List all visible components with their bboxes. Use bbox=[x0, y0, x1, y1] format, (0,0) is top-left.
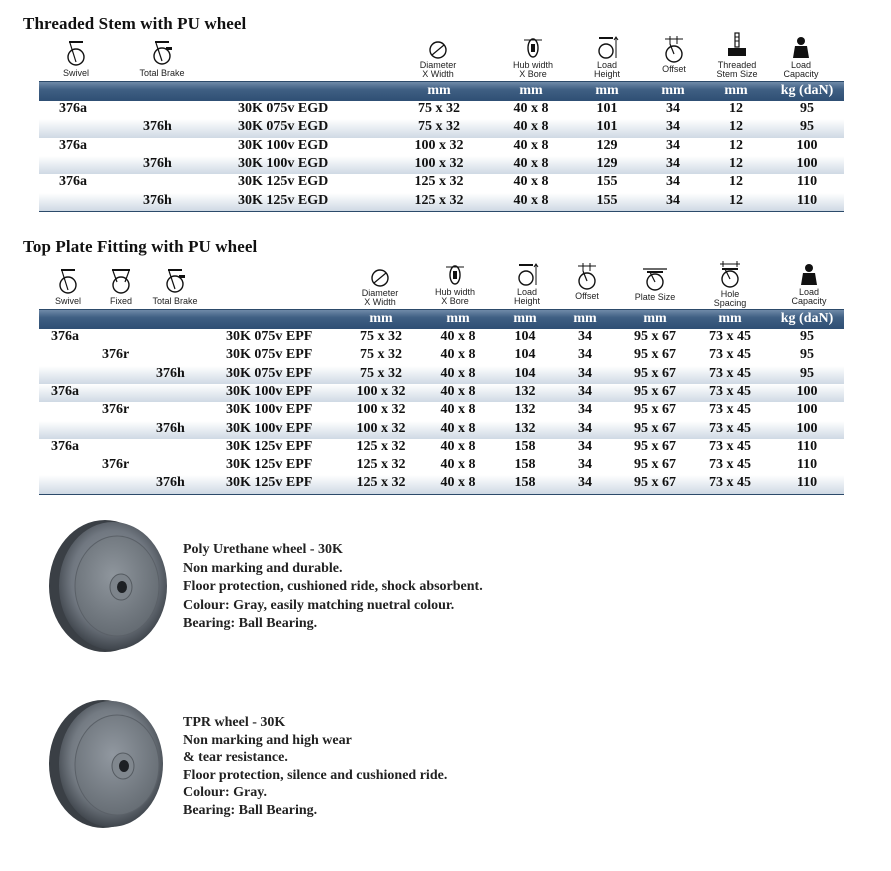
cell-brake-code: 376h bbox=[156, 365, 185, 381]
cell-capacity: 100 bbox=[796, 383, 818, 399]
cell-brake-code: 376h bbox=[156, 420, 185, 436]
cell-capacity: 95 bbox=[800, 101, 814, 116]
hub-width-label: Hub width bbox=[434, 287, 476, 297]
cell-capacity: 110 bbox=[796, 192, 818, 208]
cell-offset: 34 bbox=[578, 457, 592, 473]
cell-model: 30K 100v EPF bbox=[226, 402, 313, 418]
cell-capacity: 110 bbox=[796, 457, 818, 473]
cell-hole-spacing: 73 x 45 bbox=[709, 383, 751, 399]
swivel-label: Swivel bbox=[62, 68, 89, 78]
table-row bbox=[39, 138, 844, 156]
unit-diameter: mm bbox=[369, 311, 393, 326]
cell-model: 30K 075v EGD bbox=[238, 101, 329, 116]
cell-plate-size: 95 x 67 bbox=[634, 457, 676, 473]
threaded-label: Threaded bbox=[717, 60, 757, 70]
swivel-label: Swivel bbox=[54, 296, 81, 306]
cell-capacity: 95 bbox=[800, 365, 814, 381]
cell-offset: 34 bbox=[666, 192, 680, 208]
hub-width-label: Hub width bbox=[512, 60, 554, 70]
unit-load-height: mm bbox=[513, 311, 537, 326]
table-row bbox=[39, 384, 844, 402]
tpr-line-title: TPR wheel - 30K bbox=[183, 715, 286, 730]
swivel-icon-col bbox=[58, 40, 94, 78]
cell-offset: 34 bbox=[578, 420, 592, 436]
cell-model: 30K 075v EPF bbox=[226, 329, 313, 344]
offset-icon bbox=[575, 263, 599, 291]
total-brake-label: Total Brake bbox=[139, 68, 185, 78]
cell-fixed-code: 376r bbox=[102, 402, 130, 418]
table-row bbox=[39, 101, 844, 119]
stem-size-label: Stem Size bbox=[716, 69, 758, 79]
weight-icon bbox=[790, 36, 812, 60]
cell-model: 30K 100v EGD bbox=[238, 155, 329, 171]
cell-hole-spacing: 73 x 45 bbox=[709, 365, 751, 381]
cell-capacity: 95 bbox=[800, 347, 814, 363]
table-row bbox=[39, 347, 844, 365]
cell-hub-bore: 40 x 8 bbox=[440, 347, 476, 363]
x-bore-label: X Bore bbox=[441, 296, 469, 306]
table-row bbox=[39, 193, 844, 211]
cell-stem-size: 12 bbox=[729, 137, 743, 153]
cell-offset: 34 bbox=[666, 137, 680, 153]
plate-size-icon bbox=[641, 266, 669, 292]
cell-hub-bore: 40 x 8 bbox=[513, 192, 549, 208]
cell-stem-size: 12 bbox=[729, 192, 743, 208]
cell-hub-bore: 40 x 8 bbox=[440, 402, 476, 418]
offset-label: Offset bbox=[575, 291, 599, 301]
section1-title: Threaded Stem with PU wheel bbox=[23, 14, 247, 33]
cell-hub-bore: 40 x 8 bbox=[440, 420, 476, 436]
capacity-label: Capacity bbox=[783, 69, 819, 79]
total-brake-icon-col bbox=[137, 40, 187, 78]
capacity-label: Capacity bbox=[791, 296, 827, 306]
threaded-stem-icon-col bbox=[713, 32, 761, 79]
cell-load-height: 158 bbox=[514, 475, 536, 491]
cell-diameter-width: 75 x 32 bbox=[360, 347, 402, 363]
cell-hub-bore: 40 x 8 bbox=[513, 119, 549, 135]
tpr-line: Colour: Gray. bbox=[183, 785, 267, 800]
hub-width-icon-col bbox=[509, 36, 557, 79]
cell-hub-bore: 40 x 8 bbox=[440, 383, 476, 399]
swivel-icon bbox=[65, 40, 87, 68]
cell-diameter-width: 125 x 32 bbox=[356, 438, 406, 454]
cell-offset: 34 bbox=[666, 155, 680, 171]
cell-capacity: 100 bbox=[796, 137, 818, 153]
cell-hub-bore: 40 x 8 bbox=[440, 329, 476, 344]
plate-size-icon-col bbox=[630, 266, 680, 302]
cell-hole-spacing: 73 x 45 bbox=[709, 438, 751, 454]
cell-diameter-width: 100 x 32 bbox=[356, 402, 406, 418]
load-height-icon-col-2 bbox=[508, 263, 546, 306]
cell-hub-bore: 40 x 8 bbox=[440, 438, 476, 454]
table-row bbox=[39, 421, 844, 439]
cell-load-height: 155 bbox=[596, 174, 618, 190]
load-capacity-icon-col-2 bbox=[786, 263, 832, 306]
total-brake-icon-col-2 bbox=[150, 268, 200, 306]
hole-spacing-icon-col bbox=[708, 261, 752, 308]
cell-hole-spacing: 73 x 45 bbox=[709, 457, 751, 473]
cell-diameter-width: 75 x 32 bbox=[360, 329, 402, 344]
load-height-icon bbox=[515, 263, 539, 287]
fixed-label: Fixed bbox=[109, 296, 132, 306]
cell-model: 30K 125v EPF bbox=[226, 457, 313, 473]
load-capacity-icon-col bbox=[778, 36, 824, 79]
load-label: Load bbox=[516, 287, 538, 297]
table-row bbox=[39, 457, 844, 475]
cell-hub-bore: 40 x 8 bbox=[513, 155, 549, 171]
cell-diameter-width: 125 x 32 bbox=[414, 174, 464, 190]
cell-plate-size: 95 x 67 bbox=[634, 420, 676, 436]
cell-offset: 34 bbox=[578, 329, 592, 344]
cell-offset: 34 bbox=[578, 402, 592, 418]
tpr-line: Bearing: Ball Bearing. bbox=[183, 802, 318, 818]
table-row bbox=[39, 366, 844, 384]
swivel-icon bbox=[57, 268, 79, 296]
unit-capacity: kg (daN) bbox=[780, 311, 834, 326]
total-brake-icon bbox=[163, 268, 187, 296]
cell-hub-bore: 40 x 8 bbox=[513, 174, 549, 190]
tpr-line: & tear resistance. bbox=[183, 750, 288, 765]
top-plate-table bbox=[39, 309, 844, 495]
cell-diameter-width: 75 x 32 bbox=[418, 119, 460, 135]
total-brake-icon bbox=[150, 40, 174, 68]
cell-load-height: 132 bbox=[514, 383, 536, 399]
cell-model: 30K 075v EGD bbox=[238, 119, 329, 135]
height-label: Height bbox=[513, 296, 540, 306]
cell-swivel-code: 376a bbox=[59, 137, 87, 153]
cell-model: 30K 075v EPF bbox=[226, 365, 313, 381]
cell-hole-spacing: 73 x 45 bbox=[709, 329, 751, 344]
cell-model: 30K 100v EPF bbox=[226, 383, 313, 399]
cell-plate-size: 95 x 67 bbox=[634, 438, 676, 454]
cell-capacity: 100 bbox=[796, 402, 818, 418]
cell-capacity: 110 bbox=[796, 174, 818, 190]
cell-hole-spacing: 73 x 45 bbox=[709, 475, 751, 491]
pu-line: Bearing: Ball Bearing. bbox=[183, 616, 318, 631]
cell-model: 30K 125v EGD bbox=[238, 174, 329, 190]
table-row bbox=[39, 174, 844, 192]
x-bore-label: X Bore bbox=[519, 69, 547, 79]
load-height-icon bbox=[595, 36, 619, 60]
cell-offset: 34 bbox=[578, 438, 592, 454]
unit-diameter: mm bbox=[427, 83, 451, 98]
cell-swivel-code: 376a bbox=[59, 101, 87, 116]
cell-diameter-width: 100 x 32 bbox=[414, 137, 464, 153]
cell-swivel-code: 376a bbox=[59, 174, 87, 190]
cell-load-height: 132 bbox=[514, 420, 536, 436]
cell-model: 30K 075v EPF bbox=[226, 347, 313, 363]
cell-load-height: 104 bbox=[514, 329, 536, 344]
pu-line: Colour: Gray, easily matching nuetral colour. bbox=[183, 597, 455, 613]
cell-stem-size: 12 bbox=[729, 119, 743, 135]
pu-line: Floor protection, cushioned ride, shock absorbent. bbox=[183, 579, 483, 594]
total-brake-label: Total Brake bbox=[152, 296, 198, 306]
cell-hub-bore: 40 x 8 bbox=[440, 475, 476, 491]
cell-diameter-width: 125 x 32 bbox=[356, 475, 406, 491]
cell-brake-code: 376h bbox=[143, 155, 172, 171]
cell-stem-size: 12 bbox=[729, 174, 743, 190]
hole-spacing-icon bbox=[718, 261, 742, 289]
cell-plate-size: 95 x 67 bbox=[634, 365, 676, 381]
cell-brake-code: 376h bbox=[143, 192, 172, 208]
cell-load-height: 158 bbox=[514, 457, 536, 473]
cell-capacity: 95 bbox=[800, 119, 814, 135]
cell-offset: 34 bbox=[666, 174, 680, 190]
cell-brake-code: 376h bbox=[156, 475, 185, 491]
cell-swivel-code: 376a bbox=[51, 329, 79, 344]
cell-swivel-code: 376a bbox=[51, 438, 79, 454]
section2-title: Top Plate Fitting with PU wheel bbox=[23, 237, 258, 256]
cell-load-height: 129 bbox=[596, 155, 618, 171]
fixed-icon bbox=[109, 268, 133, 296]
diameter-icon bbox=[427, 40, 449, 60]
cell-model: 30K 125v EPF bbox=[226, 438, 313, 454]
cell-fixed-code: 376r bbox=[102, 347, 130, 363]
cell-load-height: 104 bbox=[514, 347, 536, 363]
cell-diameter-width: 100 x 32 bbox=[356, 420, 406, 436]
cell-diameter-width: 125 x 32 bbox=[356, 457, 406, 473]
tpr-line: Floor protection, silence and cushioned ride. bbox=[183, 767, 448, 783]
cell-model: 30K 125v EPF bbox=[226, 475, 313, 491]
cell-diameter-width: 125 x 32 bbox=[414, 192, 464, 208]
hub-width-icon-col-2 bbox=[431, 263, 479, 306]
cell-load-height: 155 bbox=[596, 192, 618, 208]
cell-offset: 34 bbox=[578, 383, 592, 399]
table-unit-header bbox=[39, 82, 844, 101]
cell-diameter-width: 75 x 32 bbox=[418, 101, 460, 116]
pu-wheel-description bbox=[183, 541, 483, 634]
cell-load-height: 129 bbox=[596, 137, 618, 153]
load-cap-label: Load bbox=[798, 287, 820, 297]
tpr-line: Non marking and high wear bbox=[183, 732, 352, 748]
unit-capacity: kg (daN) bbox=[780, 83, 834, 98]
diameter-label: Diameter bbox=[419, 60, 457, 70]
cell-model: 30K 125v EGD bbox=[238, 192, 329, 208]
cell-hub-bore: 40 x 8 bbox=[513, 137, 549, 153]
cell-hub-bore: 40 x 8 bbox=[513, 101, 549, 116]
pu-wheel-image bbox=[47, 519, 169, 658]
table-row bbox=[39, 119, 844, 137]
cell-brake-code: 376h bbox=[143, 119, 172, 135]
offset-icon bbox=[662, 36, 686, 64]
table-row bbox=[39, 402, 844, 420]
cell-diameter-width: 100 x 32 bbox=[356, 383, 406, 399]
table-unit-header bbox=[39, 310, 844, 329]
cell-stem-size: 12 bbox=[729, 155, 743, 171]
pu-line-title: Poly Urethane wheel - 30K bbox=[183, 542, 343, 557]
cell-capacity: 95 bbox=[800, 329, 814, 344]
cell-offset: 34 bbox=[666, 101, 680, 116]
cell-offset: 34 bbox=[666, 119, 680, 135]
cell-capacity: 110 bbox=[796, 475, 818, 491]
cell-load-height: 158 bbox=[514, 438, 536, 454]
cell-diameter-width: 100 x 32 bbox=[414, 155, 464, 171]
offset-label: Offset bbox=[662, 64, 686, 74]
threaded-stem-table bbox=[39, 81, 844, 212]
unit-hole: mm bbox=[718, 311, 742, 326]
cell-hole-spacing: 73 x 45 bbox=[709, 420, 751, 436]
cell-plate-size: 95 x 67 bbox=[634, 329, 676, 344]
height-label: Height bbox=[593, 69, 620, 79]
offset-icon-col bbox=[655, 36, 693, 74]
unit-stem: mm bbox=[724, 83, 748, 98]
fixed-icon-col bbox=[104, 268, 138, 306]
cell-offset: 34 bbox=[578, 365, 592, 381]
cell-capacity: 100 bbox=[796, 155, 818, 171]
hub-width-icon bbox=[444, 263, 466, 287]
tpr-wheel-description bbox=[183, 714, 447, 819]
load-cap-label: Load bbox=[790, 60, 812, 70]
cell-model: 30K 100v EPF bbox=[226, 420, 313, 436]
cell-plate-size: 95 x 67 bbox=[634, 475, 676, 491]
cell-hole-spacing: 73 x 45 bbox=[709, 347, 751, 363]
load-label: Load bbox=[596, 60, 618, 70]
cell-capacity: 100 bbox=[796, 420, 818, 436]
hub-width-icon bbox=[522, 36, 544, 60]
table-row bbox=[39, 329, 844, 347]
diameter-x-width-icon-col-2 bbox=[356, 268, 404, 307]
diameter-label: Diameter bbox=[361, 288, 399, 298]
cell-stem-size: 12 bbox=[729, 101, 743, 116]
cell-diameter-width: 75 x 32 bbox=[360, 365, 402, 381]
cell-fixed-code: 376r bbox=[102, 457, 130, 473]
unit-hub: mm bbox=[446, 311, 470, 326]
cell-model: 30K 100v EGD bbox=[238, 137, 329, 153]
offset-icon-col-2 bbox=[568, 263, 606, 301]
cell-load-height: 132 bbox=[514, 402, 536, 418]
cell-hub-bore: 40 x 8 bbox=[440, 457, 476, 473]
cell-hub-bore: 40 x 8 bbox=[440, 365, 476, 381]
pu-line: Non marking and durable. bbox=[183, 560, 343, 576]
cell-offset: 34 bbox=[578, 347, 592, 363]
cell-load-height: 101 bbox=[596, 101, 618, 116]
x-width-label: X Width bbox=[422, 69, 454, 79]
unit-load-height: mm bbox=[595, 83, 619, 98]
cell-offset: 34 bbox=[578, 475, 592, 491]
cell-swivel-code: 376a bbox=[51, 383, 79, 399]
weight-icon bbox=[798, 263, 820, 287]
table-row bbox=[39, 439, 844, 457]
cell-plate-size: 95 x 67 bbox=[634, 402, 676, 418]
hole-label: Hole bbox=[720, 289, 740, 299]
load-height-icon-col bbox=[588, 36, 626, 79]
cell-load-height: 101 bbox=[596, 119, 618, 135]
plate-size-label: Plate Size bbox=[634, 292, 676, 302]
spacing-label: Spacing bbox=[713, 298, 747, 308]
cell-plate-size: 95 x 67 bbox=[634, 383, 676, 399]
diameter-icon bbox=[369, 268, 391, 288]
cell-load-height: 104 bbox=[514, 365, 536, 381]
cell-capacity: 110 bbox=[796, 438, 818, 454]
swivel-icon-col-2 bbox=[50, 268, 86, 306]
unit-hub: mm bbox=[519, 83, 543, 98]
table-row bbox=[39, 475, 844, 493]
threaded-stem-icon bbox=[725, 32, 749, 60]
table-row bbox=[39, 156, 844, 174]
tpr-wheel-image bbox=[47, 697, 169, 836]
unit-offset: mm bbox=[573, 311, 597, 326]
x-width-label: X Width bbox=[364, 297, 396, 307]
cell-plate-size: 95 x 67 bbox=[634, 347, 676, 363]
unit-plate: mm bbox=[643, 311, 667, 326]
diameter-x-width-icon-col bbox=[414, 40, 462, 79]
unit-offset: mm bbox=[661, 83, 685, 98]
cell-hole-spacing: 73 x 45 bbox=[709, 402, 751, 418]
